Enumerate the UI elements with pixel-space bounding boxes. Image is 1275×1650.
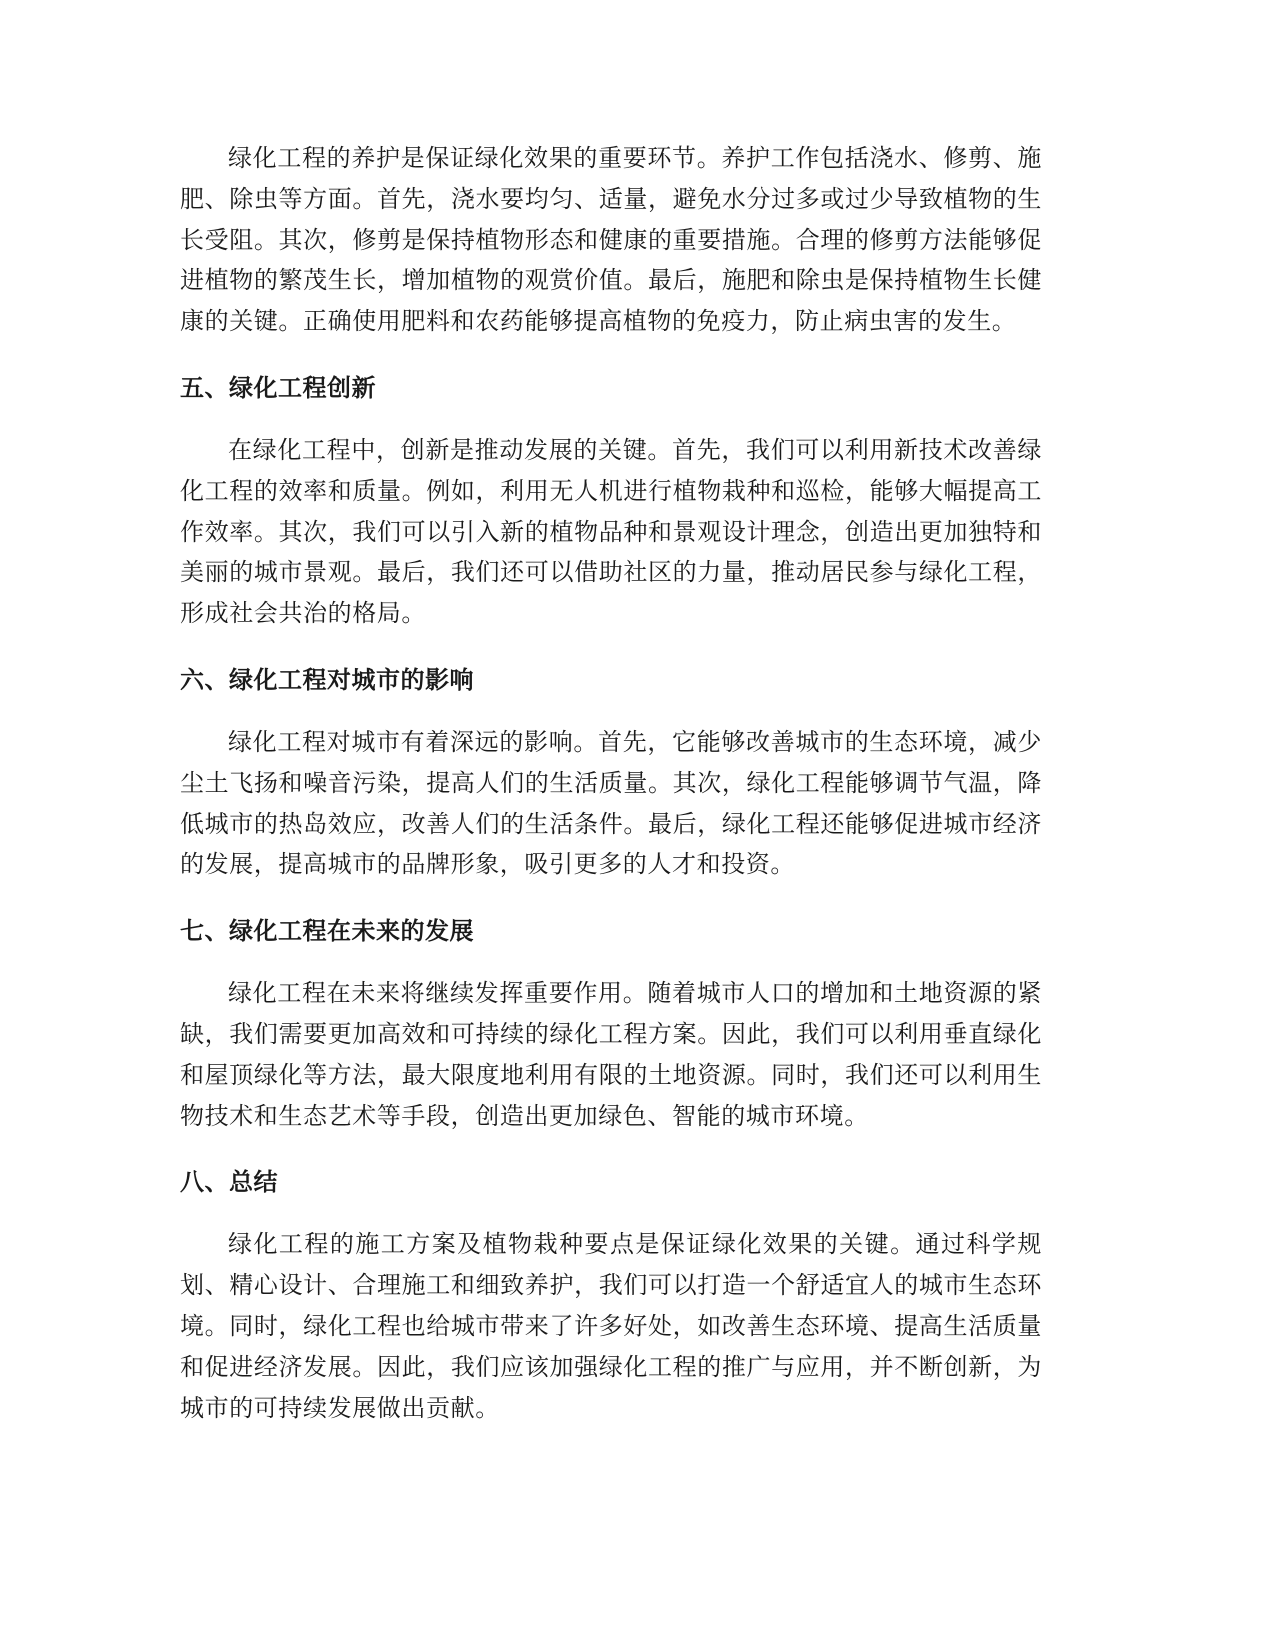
section-heading-summary: 八、总结	[180, 1168, 278, 1197]
section-heading-future: 七、绿化工程在未来的发展	[180, 917, 474, 946]
paragraph-city-impact: 绿化工程对城市有着深远的影响。首先，它能够改善城市的生态环境，减少尘土飞扬和噪音污染，提高人们的生活质量。其次，绿化工程能够调节气温，降低城市的热岛效应，改善人们的生活条件。最后，绿化工程还能够促进城市经济的发展，提高城市的品牌形象，吸引更多的人才和投资。	[180, 727, 1042, 879]
paragraph-summary: 绿化工程的施工方案及植物栽种要点是保证绿化效果的关键。通过科学规划、精心设计、合理施工和细致养护，我们可以打造一个舒适宜人的城市生态环境。同时，绿化工程也给城市带来了许多好处，如改善生态环境、提高生活质量和促进经济发展。因此，我们应该加强绿化工程的推广与应用，并不断创新，为城市的可持续发展做出贡献。	[180, 1230, 1042, 1422]
document-page	[180, 138, 1042, 1428]
section-heading-innovation: 五、绿化工程创新	[180, 373, 376, 402]
paragraph-innovation: 在绿化工程中，创新是推动发展的关键。首先，我们可以利用新技术改善绿化工程的效率和质量。例如，利用无人机进行植物栽种和巡检，能够大幅提高工作效率。其次，我们可以引入新的植物品种和景观设计理念，创造出更加独特和美丽的城市景观。最后，我们还可以借助社区的力量，推动居民参与绿化工程，形成社会共治的格局。	[180, 435, 1042, 628]
paragraph-future: 绿化工程在未来将继续发挥重要作用。随着城市人口的增加和土地资源的紧缺，我们需要更加高效和可持续的绿化工程方案。因此，我们可以利用垂直绿化和屋顶绿化等方法，最大限度地利用有限的土地资源。同时，我们还可以利用生物技术和生态艺术等手段，创造出更加绿色、智能的城市环境。	[180, 979, 1042, 1130]
section-heading-city-impact: 六、绿化工程对城市的影响	[180, 665, 474, 694]
paragraph-maintenance: 绿化工程的养护是保证绿化效果的重要环节。养护工作包括浇水、修剪、施肥、除虫等方面。首先，浇水要均匀、适量，避免水分过多或过少导致植物的生长受阻。其次，修剪是保持植物形态和健康的重要措施。合理的修剪方法能够促进植物的繁茂生长，增加植物的观赏价值。最后，施肥和除虫是保持植物生长健康的关键。正确使用肥料和农药能够提高植物的免疫力，防止病虫害的发生。	[180, 144, 1042, 336]
